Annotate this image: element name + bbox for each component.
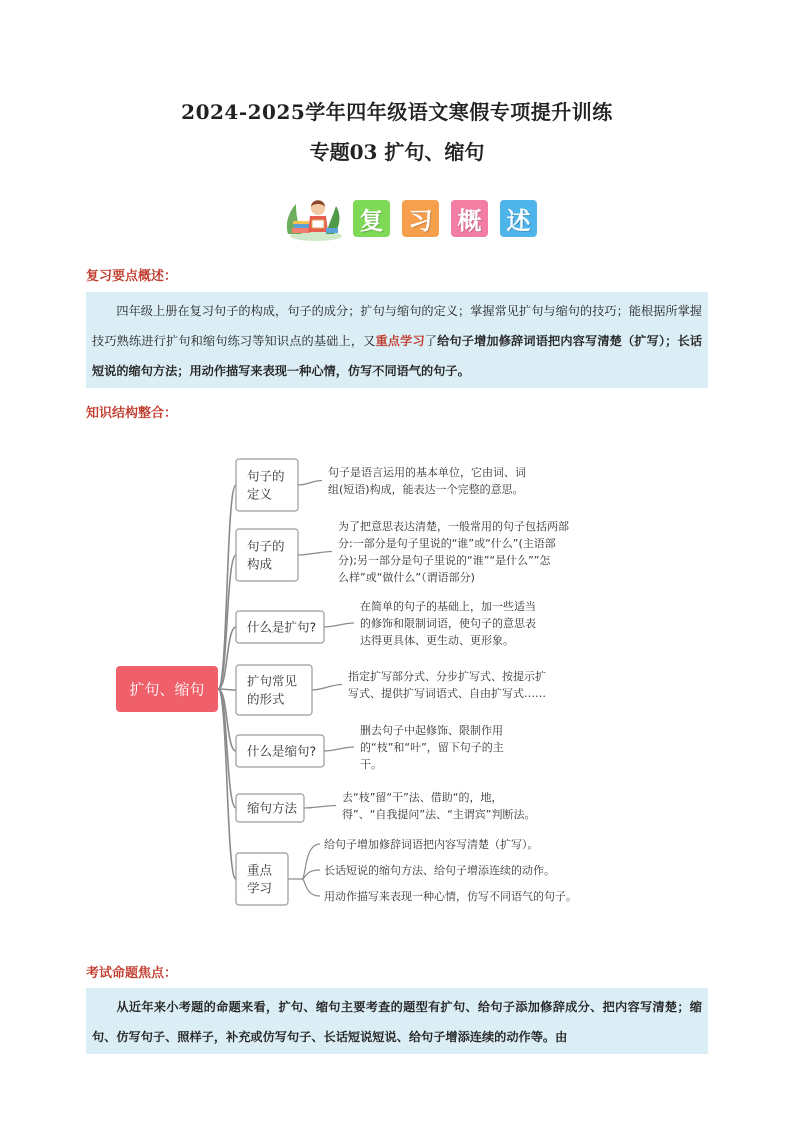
mind-map-nodes — [116, 459, 577, 905]
exam-focus-box — [86, 988, 708, 1054]
mind-map-description-line: 长话短说的缩句方法、给句子增添连续的动作。 — [324, 864, 555, 877]
mind-map-node-box — [236, 459, 298, 511]
review-text-c: 给句子增加修辞词语把内容写清楚（扩写）；长话短说的缩句方法；用动作描写来表现一种心情，仿写不同语气的句子。 — [92, 334, 703, 378]
mind-map-description-line: 的“枝”和“叶”，留下句子的主 — [360, 741, 504, 754]
mind-map-description-line: 为了把意思表达清楚，一般常用的句子包括两部 — [338, 520, 569, 533]
mind-map-description-line: 么样”或“做什么”（谓语部分) — [338, 571, 475, 584]
mind-map-node — [236, 735, 324, 767]
mind-map-root — [116, 666, 218, 712]
mind-map-connector — [302, 844, 320, 879]
mind-map-connector — [324, 747, 354, 751]
mind-map-description-line: 干。 — [360, 758, 382, 771]
mind-map-connector — [324, 623, 354, 627]
mind-map-description-line: 组(短语)构成，能表达一个完整的意思。 — [328, 483, 524, 496]
mind-map-root-label: 扩句、缩句 — [129, 680, 205, 699]
mind-map-node — [236, 665, 312, 715]
review-heading: 复习要点概述： — [86, 269, 178, 284]
mind-map-node-label: 的形式 — [247, 691, 285, 707]
mind-map-description-line: 的修饰和限制词语，使句子的意思表 — [360, 617, 536, 630]
mind-map-connector — [298, 552, 332, 556]
mind-map-description-line: 删去句子中起修饰、限制作用 — [360, 724, 503, 737]
mind-map-node-label: 扩句常见 — [247, 673, 298, 689]
document-subtitle: 专题03 扩句、缩句 — [309, 140, 485, 164]
document-title: 2024-2025学年四年级语文寒假专项提升训练 — [181, 100, 613, 124]
mind-map-description-line: 去“枝”留“干”法、借助“的，地， — [342, 791, 503, 804]
mind-map-node-label: 构成 — [247, 556, 273, 572]
mind-map-connector — [298, 481, 322, 486]
mind-map-node-box — [236, 665, 312, 715]
mind-map-node — [236, 529, 298, 581]
mind-map-connector — [312, 685, 342, 691]
mind-map-description-line: 分:一部分是句子里说的“谁”或“什么”(主语部 — [338, 537, 556, 550]
mind-map-description-line: 用动作描写来表现一种心情，仿写不同语气的句子。 — [324, 890, 577, 903]
mind-map-connector — [302, 879, 320, 896]
mind-map-node-box — [236, 853, 288, 905]
mind-map-connector — [304, 806, 336, 809]
mind-map-node — [236, 853, 288, 905]
mind-map-node-label: 重点 — [247, 862, 273, 878]
mind-map-node-label: 学习 — [247, 880, 273, 896]
mind-map-description-line: 给句子增加修辞词语把内容写清楚（扩写）。 — [324, 838, 539, 851]
mind-map-node-label: 什么是扩句? — [247, 619, 317, 635]
mind-map-node-label: 定义 — [247, 486, 273, 502]
banner-tile-3: 概 — [451, 200, 488, 237]
mind-map-description-line: 得”、“自我提问”法、“主谓宾”判断法。 — [342, 808, 536, 821]
review-text-b: 了 — [424, 334, 438, 348]
structure-heading: 知识结构整合： — [86, 406, 178, 421]
mind-map-description-line: 写式、提供扩写词语式、自由扩写式…… — [348, 687, 546, 700]
review-text-a: 四年级上册在复习句子的构成，句子的成分；扩句与缩句的定义；掌握常见扩句与缩句的技巧；能根据所掌握技巧熟练进行扩句和缩句练习等知识点的基础上，又 — [92, 304, 702, 348]
mind-map-description-line: 在简单的句子的基础上，加一些适当 — [360, 600, 536, 613]
review-emphasis: 重点学习 — [375, 334, 425, 348]
mind-map-description-line: 分);另一部分是句子里说的“谁”“是什么””怎 — [338, 554, 551, 567]
mind-map-node-label: 缩句方法 — [247, 800, 298, 816]
mind-map-description-line: 指定扩写部分式、分步扩写式、按提示扩 — [348, 670, 546, 683]
mind-map-description-line: 达得更具体、更生动、更形象。 — [360, 634, 514, 647]
mind-map-description-line: 句子是语言运用的基本单位，它由词、词 — [328, 466, 526, 479]
exam-focus-text: 从近年来小考题的命题来看，扩句、缩句主要考查的题型有扩句、给句子添加修辞成分、把内容写清楚；缩句、仿写句子、照样子，补充或仿写句子、长话短说短说、给句子增添连续的动作等。由 — [92, 1000, 702, 1044]
banner-tile-4: 述 — [500, 200, 537, 237]
mind-map-node-label: 句子的 — [247, 538, 285, 554]
exam-heading: 考试命题焦点： — [86, 966, 178, 981]
banner-tile-1: 复 — [353, 200, 390, 237]
mind-map-node-box — [236, 529, 298, 581]
mind-map-node — [236, 459, 298, 511]
banner-tile-2: 习 — [402, 200, 439, 237]
mind-map-node-label: 句子的 — [247, 468, 285, 484]
mind-map-node — [236, 611, 324, 643]
mind-map-node-label: 什么是缩句? — [247, 743, 317, 759]
mind-map-node — [236, 794, 304, 822]
